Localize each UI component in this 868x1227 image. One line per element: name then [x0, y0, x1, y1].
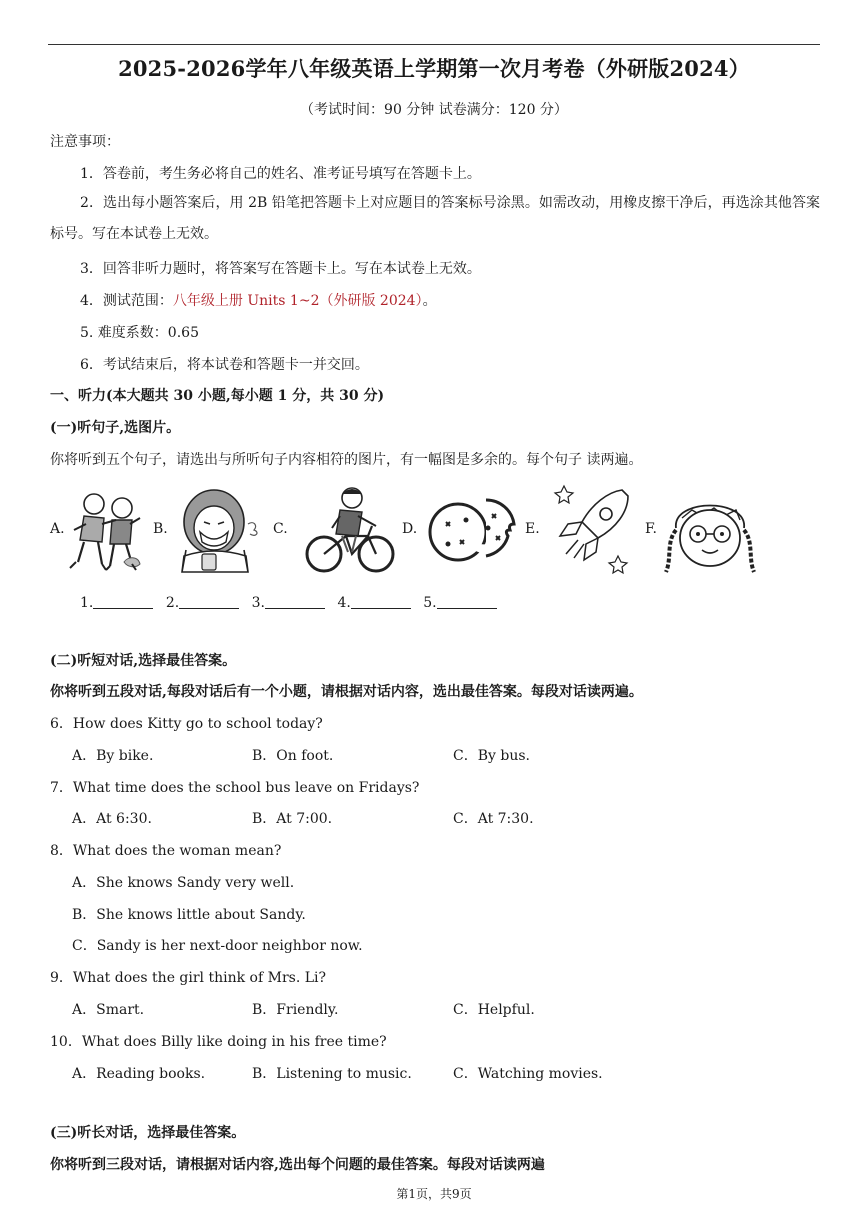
picture-label-c: C.	[273, 521, 288, 537]
question-8: 8．What does the woman mean?	[50, 843, 282, 859]
q10-option-a[interactable]: A．Reading books.	[72, 1066, 206, 1082]
page-number: 第1页，共9页	[396, 1187, 472, 1201]
q8-option-b[interactable]: B．She knows little about Sandy.	[72, 907, 306, 923]
picture-label-a: A.	[50, 521, 65, 537]
part1-heading: (一)听句子,选图片。	[50, 420, 181, 436]
q9-option-a[interactable]: A．Smart.	[72, 1002, 145, 1018]
top-rule	[48, 44, 820, 45]
blank-label-2: 2.	[165, 595, 180, 611]
notice-item-4-prefix: 4．测试范围：	[80, 293, 173, 309]
blank-label-5: 5.	[423, 595, 437, 611]
q10-option-c[interactable]: C．Watching movies.	[453, 1066, 603, 1082]
q7-option-a[interactable]: A．At 6:30.	[72, 811, 152, 827]
boy-cycling-icon	[302, 484, 396, 576]
q8-option-c[interactable]: C．Sandy is her next-door neighbor now.	[72, 938, 363, 954]
section1-heading: 一、听力(本大题共 30 小题,每小题 1 分，共 30 分)	[50, 388, 385, 404]
notice-item-4-suffix: 。	[422, 293, 437, 309]
q9-option-b[interactable]: B．Friendly.	[252, 1002, 339, 1018]
question-6: 6．How does Kitty go to school today?	[50, 716, 323, 732]
picture-label-e: E.	[525, 521, 540, 537]
q8-option-a[interactable]: A．She knows Sandy very well.	[72, 875, 295, 891]
picture-label-f: F.	[645, 521, 657, 537]
notice-item-2: 2．选出每小题答案后，用 2B 铅笔把答题卡上对应题目的答案标号涂黑。如需改动，用橡皮擦干净后，再选涂其他答案标号。写在本试卷上无效。	[50, 195, 820, 242]
notice-item-5: 5. 难度系数：0.65	[80, 325, 199, 341]
answer-blanks	[80, 594, 505, 611]
q6-option-c[interactable]: C．By bus.	[453, 748, 530, 764]
cookies-icon	[426, 492, 520, 566]
page-title: 2025-2026学年八年级英语上学期第一次月考卷（外研版2024）	[118, 56, 750, 81]
q10-option-b[interactable]: B．Listening to music.	[252, 1066, 412, 1082]
answer-blank-1[interactable]	[93, 594, 153, 609]
blank-label-1: 1.	[80, 595, 94, 611]
test-range: 八年级上册 Units 1~2（外研版 2024）	[172, 293, 423, 309]
question-9: 9．What does the girl think of Mrs. Li?	[50, 970, 327, 986]
notice-item-3: 3．回答非听力题时，将答案写在答题卡上。写在本试卷上无效。	[80, 261, 481, 277]
notice-item-4	[80, 290, 437, 310]
part3-heading: (三)听长对话，选择最佳答案。	[50, 1125, 246, 1141]
q6-option-a[interactable]: A．By bike.	[72, 748, 154, 764]
part2-heading: (二)听短对话,选择最佳答案。	[50, 653, 237, 669]
blank-label-3: 3.	[251, 595, 265, 611]
answer-blank-5[interactable]	[437, 594, 497, 609]
notice-heading: 注意事项：	[50, 134, 120, 150]
answer-blank-4[interactable]	[351, 594, 411, 609]
question-7: 7．What time does the school bus leave on Fridays?	[50, 780, 420, 796]
girl-sneezing-icon	[172, 486, 264, 574]
notice-item-1: 1．答卷前，考生务必将自己的姓名、准考证号填写在答题卡上。	[80, 166, 481, 182]
picture-label-d: D.	[402, 521, 418, 537]
picture-label-b: B.	[153, 521, 168, 537]
part2-instruction: 你将听到五段对话,每段对话后有一个小题，请根据对话内容，选出最佳答案。每段对话读两遍。	[50, 684, 643, 700]
answer-blank-3[interactable]	[265, 594, 325, 609]
kids-fighting-icon	[66, 490, 146, 572]
exam-info: （考试时间：90 分钟 试卷满分：120 分）	[300, 102, 568, 118]
q7-option-c[interactable]: C．At 7:30.	[453, 811, 534, 827]
blank-label-4: 4.	[337, 595, 351, 611]
part1-instruction: 你将听到五个句子，请选出与所听句子内容相符的图片，有一幅图是多余的。每个句子 读两遍。	[50, 452, 643, 468]
rocket-icon	[548, 484, 634, 576]
q9-option-c[interactable]: C．Helpful.	[453, 1002, 535, 1018]
answer-blank-2[interactable]	[179, 594, 239, 609]
girl-glasses-icon	[662, 488, 758, 574]
q6-option-b[interactable]: B．On foot.	[252, 748, 334, 764]
q7-option-b[interactable]: B．At 7:00.	[252, 811, 333, 827]
question-10: 10．What does Billy like doing in his free time?	[50, 1034, 387, 1050]
notice-item-6: 6．考试结束后，将本试卷和答题卡一并交回。	[80, 357, 369, 373]
part3-instruction: 你将听到三段对话，请根据对话内容,选出每个问题的最佳答案。每段对话读两遍	[50, 1157, 545, 1173]
